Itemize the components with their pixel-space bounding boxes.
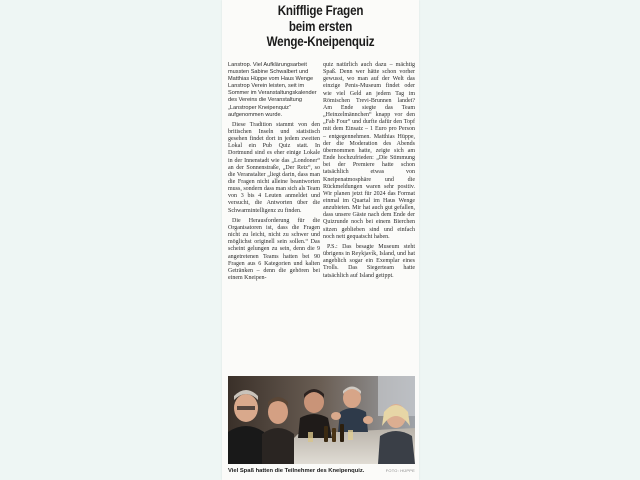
photo-credit: FOTO: HÜPPE <box>385 468 415 473</box>
group-photo-illustration <box>228 376 415 464</box>
photo-caption <box>228 466 415 476</box>
lead-paragraph: Lanstrop. Viel Aufklärungsarbeit mussten Sabine Schwalbert und Matthias Hüppe vom Haus Wenge Lanstrop Verein leisten, seit im Sommer im Veranstaltungskalender des Vereins die Veranstaltung „Lanstroper Kneipenquiz“ aufgenommen wurde. <box>228 62 317 118</box>
headline-line-2: beim ersten <box>288 18 353 34</box>
newspaper-clipping <box>222 0 419 480</box>
body-paragraph: P.S.: Das besagte Museum steht übrigens in Reykjavík, Island, und hat angeblich sogar ein Exemplar eines Trolls. Das Siegerteam hatte tatsächlich auf Island getippt. <box>323 243 415 279</box>
article-photo <box>228 376 415 464</box>
caption-text: Viel Spaß hatten die Teilnehmer des Kneipenquiz. <box>228 468 365 474</box>
body-paragraph: Diese Tradition stammt von den britischen Inseln und statistisch gesehen findet dort in jedem zweiten Lokal ein Pub Quiz statt. In Dortmund sind es eher einige Lokale in der Innenstadt wie das „Londoner“ an der Sonnenstraße, „Der Reiz“, so die Veranstalter „liegt darin, dass man die Fragen nicht alleine beantworten muss, sondern dass man sich als Team von 3 bis 4 Leuten anmeldet und versucht, die Antworten über die Schwarmintelligenz zu finden. <box>228 121 320 214</box>
body-paragraph: quiz natürlich auch dazu – mächtig Spaß. Denn wer hätte schon vorher gewusst, wo man auf der Welt das einzige Penis-Museum findet oder wie viel Geld an jedem Tag im Römischen Trevi-Brunnen landet? Am Ende siegte das Team „Heinzelmännchen“ knapp vor den „Fab Four“ und durfte dafür den Topf mit dem Einsatz – 1 Euro pro Person – entgegennehmen. Matthias Hüppe, der die Moderation des Abends übernommen hatte, zeigte sich am Ende hochzufrieden: „Die Stimmung bei der Premiere hatte schon tatsächlich etwas von Kneipenatmosphäre und die Rückmeldungen waren sehr positiv. Wir planen jetzt für 2024 das Format einmal im Quartal im Haus Wenge anzubieten. Mir hat auch gut gefallen, dass unsere Gäste nach dem Ende der Quizrunde noch bei einem Bierchen sitzen geblieben sind und einfach noch nett gequatscht haben. <box>323 62 415 240</box>
body-paragraph: Die Herausforderung für die Organisatoren ist, dass die Fragen nicht zu leicht, nicht zu schwer und möglichst originell sein sollen.“ Das scheint gelungen zu sein, denn die 9 angetretenen Teams hatten bei 90 Fragen aus 6 Kategorien und kalten Getränken – denn die gehören bei einem Kneipen- <box>228 217 320 282</box>
article-column-right <box>323 62 415 283</box>
article-column-left <box>228 62 320 285</box>
headline-line-3: Wenge-Kneipenquiz <box>266 34 375 49</box>
headline-line-1: Knifflige Fragen <box>277 3 364 18</box>
headline <box>236 3 405 50</box>
